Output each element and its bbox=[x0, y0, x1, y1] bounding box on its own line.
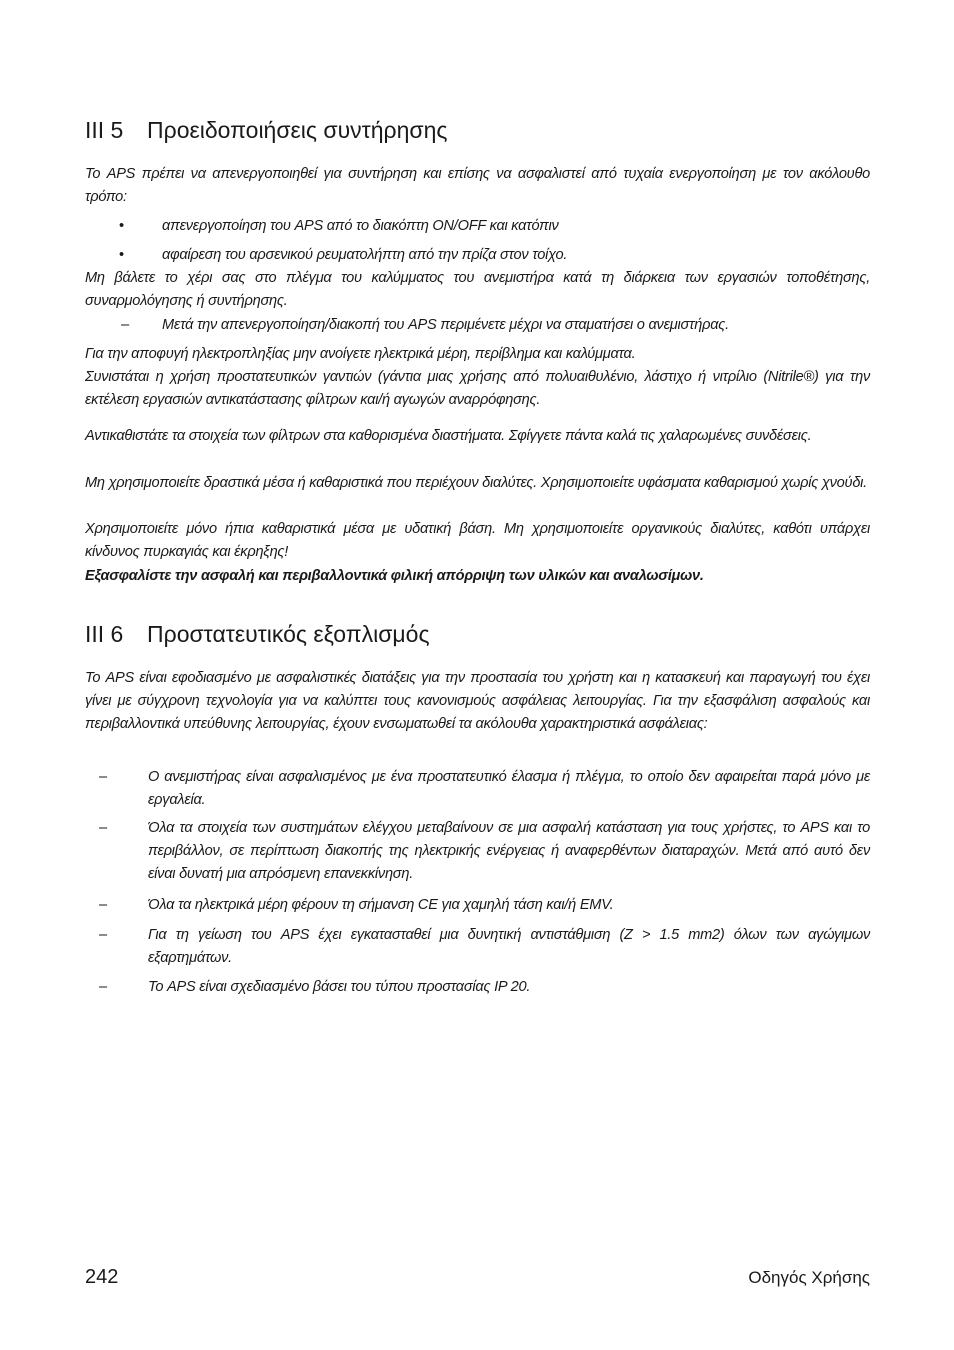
dash-marker: – bbox=[99, 769, 107, 785]
paragraph: Το APS πρέπει να απενεργοποιηθεί για συντήρηση και επίσης να ασφαλιστεί από τυχαία ενεργοποίηση με τον ακόλουθο τρόπο: bbox=[85, 166, 870, 205]
dash-text: Όλα τα στοιχεία των συστημάτων ελέγχου μεταβαίνουν σε μια ασφαλή κατάσταση για τους χρήστες, το APS και το περιβάλλον, σε περίπτωση διακοπής της ηλεκτρικής ενέργειας ή αναφερθέντων διαταραχών. Μετά από αυτό δεν είναι δυνατή μια απρόσμενη επανεκκίνηση. bbox=[148, 820, 870, 882]
paragraph: Μη χρησιμοποιείτε δραστικά μέσα ή καθαριστικά που περιέχουν διαλύτες. Χρησιμοποιείτε υφάσματα καθαρισμού χωρίς χνούδι. bbox=[85, 475, 867, 491]
paragraph: Χρησιμοποιείτε μόνο ήπια καθαριστικά μέσα με υδατική βάση. Μη χρησιμοποιείτε οργανικούς διαλύτες, καθότι υπάρχει κίνδυνος πυρκαγιάς και έκρηξης! bbox=[85, 521, 870, 560]
bullet-text: αφαίρεση του αρσενικού ρευματολήπτη από την πρίζα στον τοίχο. bbox=[162, 247, 568, 263]
paragraph-bold: Εξασφαλίστε την ασφαλή και περιβαλλοντικά φιλική απόρριψη των υλικών και αναλωσίμων. bbox=[85, 568, 704, 584]
paragraph: Συνιστάται η χρήση προστατευτικών γαντιών (γάντια μιας χρήσης από πολυαιθυλένιο, λάστιχο ή νιτρίλιο (Nitrile®) για την εκτέλεση εργασιών αντικατάστασης φίλτρων και/ή αγωγών αναρρόφησης. bbox=[85, 369, 870, 408]
dash-marker: – bbox=[99, 979, 107, 995]
paragraph: Μη βάλετε το χέρι σας στο πλέγμα του καλύμματος του ανεμιστήρα κατά τη διάρκεια των εργασιών τοποθέτησης, συναρμολόγησης ή συντήρησης. bbox=[85, 270, 870, 309]
bullet-marker: • bbox=[119, 247, 124, 263]
dash-text: Μετά την απενεργοποίηση/διακοπή του APS περιμένετε μέχρι να σταματήσει ο ανεμιστήρας. bbox=[162, 317, 729, 333]
section-title: Προστατευτικός εξοπλισμός bbox=[147, 621, 430, 647]
paragraph: Για την αποφυγή ηλεκτροπληξίας μην ανοίγετε ηλεκτρικά μέρη, περίβλημα και καλύμματα. bbox=[85, 346, 636, 362]
dash-marker: – bbox=[99, 927, 107, 943]
section-number: III 5 bbox=[85, 117, 124, 143]
footer-title: Οδηγός Χρήσης bbox=[748, 1268, 870, 1287]
bullet-text: απενεργοποίηση του APS από το διακόπτη ON/OFF και κατόπιν bbox=[162, 218, 559, 234]
bullet-marker: • bbox=[119, 218, 124, 234]
dash-marker: – bbox=[121, 317, 129, 333]
dash-text: Για τη γείωση του APS έχει εγκατασταθεί μια δυνητική αντιστάθμιση (Z > 1.5 mm2) όλων των αγώγιμων εξαρτημάτων. bbox=[148, 927, 870, 966]
dash-text: Όλα τα ηλεκτρικά μέρη φέρουν τη σήμανση CE για χαμηλή τάση και/ή EMV. bbox=[148, 897, 614, 913]
section-heading-iii5 bbox=[85, 116, 447, 144]
dash-text: Το APS είναι σχεδιασμένο βάσει του τύπου προστασίας IP 20. bbox=[148, 979, 531, 995]
dash-text: Ο ανεμιστήρας είναι ασφαλισμένος με ένα προστατευτικό έλασμα ή πλέγμα, το οποίο δεν αφαιρείται παρά μόνο με εργαλεία. bbox=[148, 769, 870, 808]
paragraph: Αντικαθιστάτε τα στοιχεία των φίλτρων στα καθορισμένα διαστήματα. Σφίγγετε πάντα καλά τις χαλαρωμένες συνδέσεις. bbox=[85, 428, 812, 444]
section-heading-iii6 bbox=[85, 620, 430, 648]
paragraph: Το APS είναι εφοδιασμένο με ασφαλιστικές διατάξεις για την προστασία του χρήστη και η κατασκευή και παραγωγή του έχει γίνει με σύγχρονη τεχνολογία για να καλύπτει τους κανονισμούς ασφάλειας λειτουργίας. Για την εξασφάλιση ασφαλούς και περιβαλλοντικά υπεύθυνης λειτουργίας, έχουν ενσωματωθεί τα ακόλουθα χαρακτηριστικά ασφάλειας: bbox=[85, 670, 870, 732]
section-title: Προειδοποιήσεις συντήρησης bbox=[147, 117, 448, 143]
page-number: 242 bbox=[85, 1266, 119, 1288]
section-number: III 6 bbox=[85, 621, 124, 647]
dash-marker: – bbox=[99, 820, 107, 836]
dash-marker: – bbox=[99, 897, 107, 913]
